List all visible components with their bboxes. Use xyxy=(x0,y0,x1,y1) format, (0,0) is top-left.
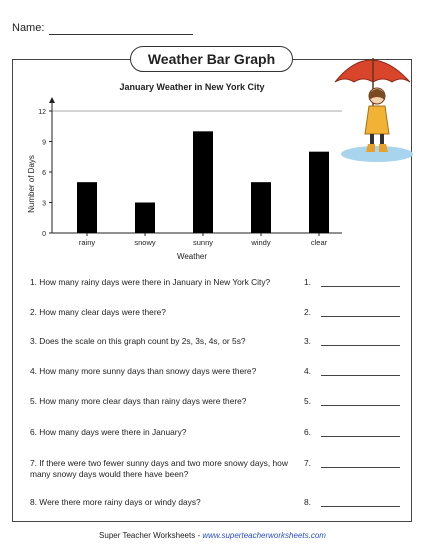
right-boot xyxy=(379,144,388,152)
footer-link[interactable]: www.superteacherworksheets.com xyxy=(202,531,326,540)
question-1: 1. How many rainy days were there in January in New York City? xyxy=(30,277,271,287)
answer-line-5[interactable] xyxy=(321,405,400,406)
x-axis-label: Weather xyxy=(176,252,208,261)
x-tick-label-sunny: sunny xyxy=(192,238,214,247)
x-tick-label-windy: windy xyxy=(251,238,271,247)
left-leg xyxy=(370,134,374,144)
answer-number-4: 4. xyxy=(304,366,311,376)
question-5: 5. How many more clear days than rainy days were there? xyxy=(30,396,247,406)
bar-chart xyxy=(20,78,350,266)
y-tick-label: 3 xyxy=(42,200,46,208)
footer xyxy=(0,531,425,540)
answer-number-1: 1. xyxy=(304,277,311,287)
question-8: 8. Were there more rainy days or windy days? xyxy=(30,497,201,507)
answer-line-3[interactable] xyxy=(321,345,400,346)
bar-rainy xyxy=(77,182,97,233)
y-tick-label: 0 xyxy=(42,231,46,238)
name-field[interactable] xyxy=(49,34,193,35)
y-tick-label: 6 xyxy=(42,170,46,177)
answer-line-2[interactable] xyxy=(321,316,400,317)
footer-brand: Super Teacher Worksheets - xyxy=(99,531,203,540)
x-tick-label-rainy: rainy xyxy=(78,238,96,247)
answer-number-3: 3. xyxy=(304,336,311,346)
girl-with-umbrella-icon xyxy=(325,44,415,172)
name-label: Name: xyxy=(12,22,45,34)
bar-windy xyxy=(251,182,271,233)
raincoat-shape xyxy=(365,106,389,134)
answer-number-8: 8. xyxy=(304,497,311,507)
question-4: 4. How many more sunny days than snowy days were there? xyxy=(30,366,257,376)
answer-number-2: 2. xyxy=(304,307,311,317)
question-7: 7. If there were two fewer sunny days and two more snowy days, how many snowy days would there have been? xyxy=(30,458,288,479)
right-leg xyxy=(380,134,384,144)
puddle-shape xyxy=(341,146,413,162)
left-boot xyxy=(366,144,375,152)
worksheet-title: Weather Bar Graph xyxy=(130,46,293,72)
answer-line-7[interactable] xyxy=(321,467,400,468)
bar-snowy xyxy=(135,203,155,234)
y-axis-label: Number of Days xyxy=(27,155,36,213)
answer-number-7: 7. xyxy=(304,458,311,468)
answer-line-1[interactable] xyxy=(321,286,400,287)
x-tick-label-snowy: snowy xyxy=(134,238,156,247)
answer-line-4[interactable] xyxy=(321,375,400,376)
bar-sunny xyxy=(193,131,213,233)
answer-number-5: 5. xyxy=(304,396,311,406)
answer-line-8[interactable] xyxy=(321,506,400,507)
chart-title: January Weather in New York City xyxy=(119,82,265,92)
question-2: 2. How many clear days were there? xyxy=(30,307,166,317)
y-tick-label: 12 xyxy=(38,109,46,116)
answer-line-6[interactable] xyxy=(321,436,400,437)
y-axis-arrow xyxy=(49,97,55,103)
answer-number-6: 6. xyxy=(304,427,311,437)
y-tick-label: 9 xyxy=(42,139,46,147)
question-6: 6. How many days were there in January? xyxy=(30,427,187,437)
question-3: 3. Does the scale on this graph count by 2s, 3s, 4s, or 5s? xyxy=(30,336,246,346)
x-tick-label-clear: clear xyxy=(310,238,328,247)
